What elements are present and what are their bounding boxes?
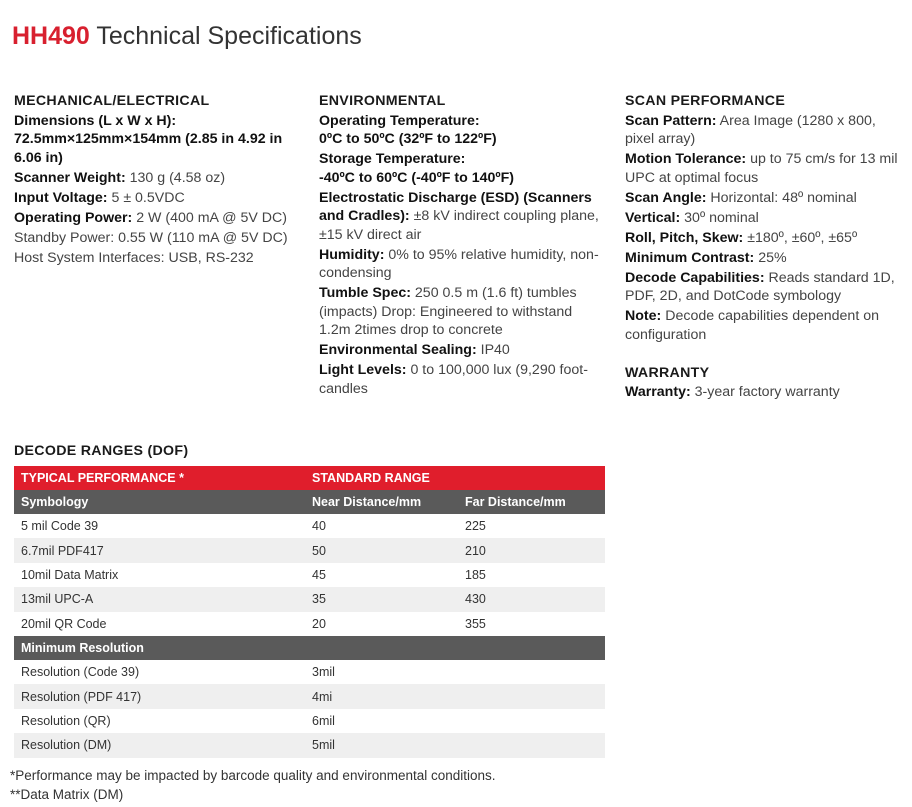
humidity-value: 0% to 95% relative humidity, non-condensing bbox=[319, 246, 599, 281]
header-far-distance: Far Distance/mm bbox=[458, 490, 605, 514]
light-label: Light Levels: bbox=[319, 362, 407, 378]
pattern-value: Area Image (1280 x 800, pixel array) bbox=[625, 112, 876, 147]
resolution-label-cell: Resolution (Code 39) bbox=[21, 665, 140, 680]
resolution-label-cell: Resolution (PDF 417) bbox=[14, 684, 305, 708]
angle-label: Scan Angle: bbox=[625, 189, 707, 206]
resolution-value-cell: 3mil bbox=[312, 665, 335, 680]
table-row bbox=[14, 514, 605, 538]
rps-spec bbox=[625, 229, 907, 248]
vertical-value: 30º nominal bbox=[684, 209, 759, 226]
op-temp-value: 0ºC to 50ºC (32ºF to 122ºF) bbox=[319, 131, 497, 147]
header-standard-range: STANDARD RANGE bbox=[305, 466, 605, 490]
op-temp-spec bbox=[319, 112, 604, 149]
decode-range-table bbox=[14, 466, 605, 758]
far-cell: 355 bbox=[465, 616, 486, 631]
symbology-cell: 20mil QR Code bbox=[21, 616, 107, 631]
contrast-spec bbox=[625, 249, 907, 268]
pattern-label: Scan Pattern: bbox=[625, 112, 717, 129]
power-value: 2 W (400 mA @ 5V DC) bbox=[136, 209, 288, 226]
dimensions-value: 72.5mm×125mm×154mm (2.85 in 4.92 in 6.06 in) bbox=[14, 131, 283, 166]
weight-spec bbox=[14, 169, 306, 188]
table-row bbox=[14, 612, 605, 636]
decode-heading: DECODE RANGES (DOF) bbox=[14, 443, 189, 459]
header-typical-performance: TYPICAL PERFORMANCE * bbox=[14, 466, 305, 490]
power-label: Operating Power: bbox=[14, 209, 133, 226]
warranty-label: Warranty: bbox=[625, 384, 691, 400]
weight-value: 130 g (4.58 oz) bbox=[129, 169, 226, 186]
resolution-label-cell: Resolution (QR) bbox=[21, 713, 111, 728]
near-cell: 50 bbox=[305, 538, 458, 562]
near-cell: 20 bbox=[312, 616, 326, 631]
op-temp-label: Operating Temperature: bbox=[319, 112, 480, 129]
table-row bbox=[14, 563, 605, 587]
symbology-cell: 5 mil Code 39 bbox=[21, 519, 99, 534]
table-row bbox=[14, 684, 605, 708]
table-header-row bbox=[14, 466, 605, 490]
environmental-heading: ENVIRONMENTAL bbox=[319, 93, 446, 109]
decode-value: Reads standard 1D, PDF, 2D, and DotCode symbology bbox=[625, 269, 895, 304]
contrast-value: 25% bbox=[758, 249, 787, 266]
angle-spec bbox=[625, 189, 907, 208]
voltage-spec bbox=[14, 189, 306, 208]
far-cell: 185 bbox=[465, 567, 486, 582]
near-cell: 45 bbox=[312, 567, 326, 582]
rps-label: Roll, Pitch, Skew: bbox=[625, 229, 744, 246]
note-spec bbox=[625, 307, 907, 344]
min-resolution-header-row bbox=[14, 636, 605, 660]
humidity-label: Humidity: bbox=[319, 246, 385, 263]
far-cell: 210 bbox=[458, 538, 605, 562]
header-near-distance: Near Distance/mm bbox=[305, 490, 458, 514]
esd-value: ±8 kV indirect coupling plane, ±15 kV direct air bbox=[319, 208, 599, 243]
tumble-value: 250 0.5 m (1.6 ft) tumbles (impacts) Drop: Engineered to withstand 1.2m 2times drop to concrete bbox=[319, 285, 577, 338]
note-value: Decode capabilities dependent on configuration bbox=[625, 308, 879, 343]
sealing-value: IP40 bbox=[480, 342, 510, 358]
storage-value: -40ºC to 60ºC (-40ºF to 140ºF) bbox=[319, 169, 514, 186]
resolution-value-cell: 6mil bbox=[312, 713, 335, 728]
scan-heading: SCAN PERFORMANCE bbox=[625, 93, 786, 109]
table-row bbox=[14, 538, 605, 562]
voltage-label: Input Voltage: bbox=[14, 189, 108, 206]
resolution-value-cell: 5mil bbox=[305, 733, 605, 757]
esd-spec bbox=[319, 189, 604, 245]
pattern-spec bbox=[625, 112, 907, 149]
voltage-value: 5 ± 0.5VDC bbox=[111, 189, 185, 206]
header-symbology: Symbology bbox=[14, 490, 305, 514]
decode-spec bbox=[625, 269, 907, 306]
esd-label: Electrostatic Discharge (ESD) (Scanners and Cradles): bbox=[319, 189, 592, 224]
vertical-label: Vertical: bbox=[625, 209, 681, 226]
warranty-spec bbox=[625, 383, 907, 402]
footnote-data-matrix: **Data Matrix (DM) bbox=[10, 787, 124, 802]
motion-spec bbox=[625, 150, 907, 187]
sealing-spec bbox=[319, 341, 604, 360]
rps-value: ±180º, ±60º, ±65º bbox=[747, 229, 858, 246]
storage-label: Storage Temperature: bbox=[319, 151, 466, 167]
tumble-spec bbox=[319, 284, 604, 340]
far-cell: 430 bbox=[458, 587, 605, 611]
tumble-label: Tumble Spec: bbox=[319, 285, 411, 301]
sealing-label: Environmental Sealing: bbox=[319, 342, 477, 358]
storage-temp-spec bbox=[319, 150, 604, 187]
warranty-heading: WARRANTY bbox=[625, 364, 710, 381]
note-label: Note: bbox=[625, 308, 662, 324]
table-row bbox=[14, 660, 605, 684]
mechanical-section bbox=[14, 92, 306, 269]
table-row bbox=[14, 587, 605, 611]
footnote-performance: *Performance may be impacted by barcode quality and environmental conditions. bbox=[10, 768, 496, 783]
humidity-spec bbox=[319, 246, 604, 283]
far-cell: 225 bbox=[465, 519, 486, 534]
symbology-cell: 6.7mil PDF417 bbox=[14, 538, 305, 562]
weight-label: Scanner Weight: bbox=[14, 169, 126, 186]
angle-value: Horizontal: 48º nominal bbox=[710, 189, 857, 206]
model-name: HH490 bbox=[12, 22, 90, 50]
standby-spec: Standby Power: 0.55 W (110 mA @ 5V DC) bbox=[14, 229, 288, 246]
resolution-label-cell: Resolution (DM) bbox=[14, 733, 305, 757]
resolution-value-cell: 4mi bbox=[305, 684, 605, 708]
near-cell: 40 bbox=[312, 519, 326, 534]
header-min-resolution: Minimum Resolution bbox=[14, 636, 605, 660]
dimensions-spec bbox=[14, 112, 306, 168]
table-row bbox=[14, 709, 605, 733]
decode-label: Decode Capabilities: bbox=[625, 269, 765, 286]
symbology-cell: 13mil UPC-A bbox=[14, 587, 305, 611]
environmental-section bbox=[319, 92, 604, 400]
vertical-spec bbox=[625, 209, 907, 228]
page-title bbox=[12, 20, 362, 52]
light-value: 0 to 100,000 lux (9,290 foot-candles bbox=[319, 362, 588, 397]
motion-label: Motion Tolerance: bbox=[625, 151, 747, 167]
host-spec: Host System Interfaces: USB, RS-232 bbox=[14, 249, 254, 266]
motion-value: up to 75 cm/s for 13 mil UPC at optimal focus bbox=[625, 151, 898, 186]
title-text: Technical Specifications bbox=[96, 22, 362, 50]
dimensions-label: Dimensions (L x W x H): bbox=[14, 112, 177, 129]
power-spec bbox=[14, 209, 306, 228]
symbology-cell: 10mil Data Matrix bbox=[21, 567, 119, 582]
light-spec bbox=[319, 361, 604, 398]
scan-section bbox=[625, 92, 907, 403]
table-subheader-row bbox=[14, 490, 605, 514]
table-row bbox=[14, 733, 605, 757]
warranty-value: 3-year factory warranty bbox=[694, 384, 840, 400]
near-cell: 35 bbox=[305, 587, 458, 611]
mechanical-heading: MECHANICAL/ELECTRICAL bbox=[14, 93, 210, 109]
contrast-label: Minimum Contrast: bbox=[625, 249, 755, 266]
